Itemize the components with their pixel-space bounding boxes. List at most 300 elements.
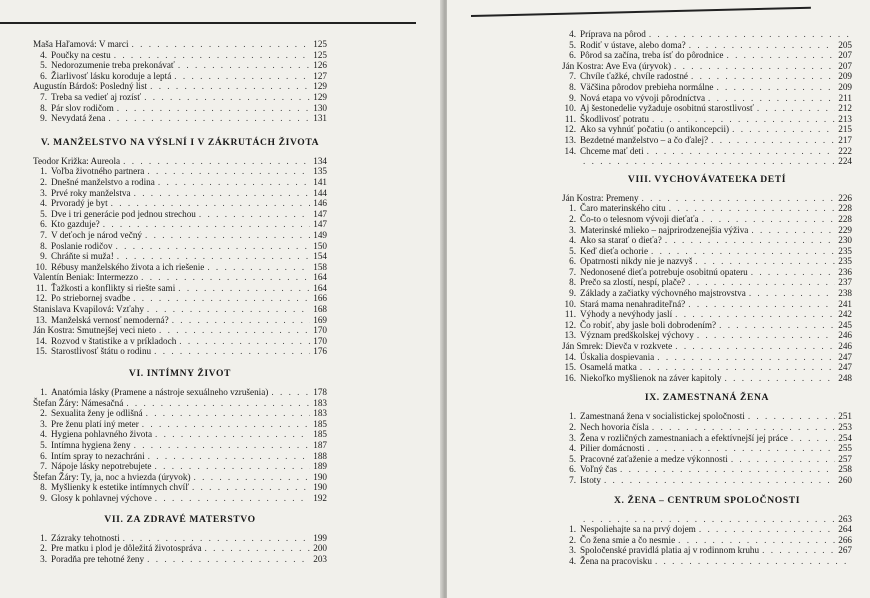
- entry-title: Úskalia dospievania: [580, 351, 655, 362]
- entry-title: Voľba životného partnera: [51, 166, 145, 177]
- leader-dots: [132, 39, 311, 50]
- toc-entry: [33, 283, 327, 294]
- toc-entry: [33, 461, 327, 472]
- leader-dots: [178, 283, 310, 294]
- entry-title: Pre ženu platí iný meter: [51, 418, 139, 429]
- leader-dots: [207, 262, 310, 273]
- entry-number: 7.: [40, 229, 47, 240]
- page-number: 247: [838, 351, 852, 362]
- entry-number: 2.: [40, 543, 47, 554]
- leader-dots: [583, 514, 835, 525]
- leader-dots: [695, 256, 835, 267]
- entry-title: Základy a začiatky výchovného majstrovstva: [580, 288, 746, 299]
- toc-author-entry: [33, 325, 327, 336]
- toc-entry: [562, 135, 852, 146]
- entry-title: Poslanie rodičov: [51, 240, 113, 251]
- entry-number: 8.: [40, 482, 47, 493]
- entry-number: 2.: [569, 422, 576, 432]
- toc-entry: [33, 493, 327, 504]
- entry-title: Prvé roky manželstva: [51, 187, 131, 198]
- toc-author-entry: [33, 472, 327, 483]
- entry-title: Kto gazduje?: [51, 219, 100, 230]
- leader-dots: [649, 29, 849, 40]
- entry-number: 6.: [40, 219, 47, 230]
- leader-dots: [147, 166, 310, 177]
- entry-title: Škodlivosť potratu: [580, 113, 650, 124]
- page-number: 190: [313, 471, 327, 482]
- entry-title: Keď dieťa ochorie: [580, 245, 649, 256]
- section-title: VIII. VYCHOVÁVATEĽKA DETÍ: [627, 173, 787, 185]
- entry-number: 15.: [35, 346, 47, 357]
- entry-title: Prvoradý je byt: [51, 198, 108, 209]
- toc-entry: [562, 556, 852, 567]
- entry-title: Štefan Žáry: Námesačná: [33, 397, 124, 408]
- leader-dots: [620, 464, 835, 475]
- entry-number: 8.: [569, 277, 576, 288]
- toc-entry: [33, 262, 327, 273]
- page-number: 188: [313, 450, 327, 461]
- entry-number: 4.: [569, 555, 576, 566]
- toc-entry: [33, 166, 327, 177]
- leader-dots: [103, 219, 310, 230]
- page-number: 185: [313, 429, 327, 440]
- entry-number: 8.: [569, 81, 576, 92]
- leader-dots: [172, 315, 311, 326]
- page-number: 264: [838, 524, 852, 535]
- toc-entry: [33, 315, 327, 326]
- leader-dots: [642, 193, 836, 204]
- leader-dots: [134, 188, 311, 199]
- leader-dots: [731, 454, 835, 465]
- toc-entry: [562, 214, 852, 225]
- toc-entry: [562, 93, 852, 104]
- leader-dots: [689, 40, 835, 51]
- entry-number: 6.: [40, 70, 47, 81]
- entry-number: 3.: [40, 187, 47, 198]
- leader-dots: [114, 50, 311, 61]
- entry-title: Čo robiť, aby jasle boli dobrodením?: [580, 319, 717, 330]
- right-toc-column: [562, 29, 852, 567]
- entry-title: Poučky na cestu: [51, 49, 111, 60]
- leader-dots: [134, 440, 311, 451]
- section-title: VI. INTÍMNY ŽIVOT: [128, 368, 232, 380]
- entry-number: 5.: [40, 440, 47, 450]
- entry-title: Starostlivosť štátu o rodinu: [51, 346, 152, 357]
- page-number: 245: [838, 319, 852, 330]
- leader-dots: [126, 398, 310, 409]
- section-6-list: [33, 387, 327, 504]
- toc-entry: [33, 241, 327, 252]
- toc-entry: [33, 198, 327, 209]
- entry-title: Rébusy manželského života a ich riešenie: [51, 261, 205, 272]
- toc-entry: [562, 82, 852, 93]
- page-number: 170: [313, 325, 327, 336]
- leader-dots: [749, 288, 835, 299]
- toc-entry: [562, 524, 852, 535]
- right-block-continued: [562, 29, 852, 167]
- entry-number: 10.: [564, 103, 576, 114]
- entry-number: 2.: [40, 408, 47, 419]
- section-title: IX. ZAMESTNANÁ ŽENA: [644, 392, 770, 404]
- entry-title: Bezdetné manželstvo – a čo ďalej?: [580, 134, 709, 145]
- page-number: 131: [313, 113, 327, 124]
- left-toc-column: [33, 39, 327, 564]
- page-number: 238: [838, 288, 852, 299]
- leader-dots: [699, 524, 835, 535]
- left-block-continued: [33, 39, 327, 124]
- entry-title: Sexualita ženy je odlišná: [51, 408, 143, 419]
- entry-number: 15.: [564, 362, 576, 373]
- page-number: 144: [313, 187, 327, 198]
- page-number: 130: [313, 102, 327, 113]
- entry-number: 10.: [564, 298, 576, 309]
- toc-entry: [33, 543, 327, 554]
- entry-number: 3.: [569, 224, 576, 235]
- page-number: 178: [313, 387, 327, 398]
- toc-entry: [562, 267, 852, 278]
- leader-dots: [147, 304, 310, 315]
- entry-title: Valentín Beniak: Intermezzo: [33, 272, 139, 283]
- entry-number: 2.: [40, 176, 47, 187]
- entry-number: 14.: [35, 335, 47, 346]
- leader-dots: [111, 198, 311, 209]
- leader-dots: [192, 482, 310, 493]
- page-number: 207: [838, 60, 852, 71]
- toc-entry: [562, 464, 852, 475]
- page-number: 168: [313, 304, 327, 315]
- toc-author-entry: [562, 193, 852, 204]
- page-number: 235: [838, 245, 852, 256]
- page-number: 235: [838, 256, 852, 267]
- page-number: 135: [313, 166, 327, 177]
- entry-title: Materinské mlieko – najprirodzenejšia výživa: [580, 224, 749, 235]
- entry-number: 1.: [40, 166, 47, 177]
- leader-dots: [751, 225, 835, 236]
- toc-entry: [562, 277, 852, 288]
- entry-title: Nech hovoria čísla: [580, 422, 649, 432]
- leader-dots: [719, 320, 835, 331]
- toc-entry: [33, 293, 327, 304]
- entry-title: Žena na pracovisku: [580, 555, 652, 566]
- entry-title: Teodor Križka: Aureola: [33, 155, 121, 166]
- entry-number: 4.: [40, 198, 47, 209]
- leader-dots: [194, 472, 311, 483]
- toc-entry: [562, 330, 852, 341]
- entry-title: Maša Haľamová: V marci: [33, 39, 129, 49]
- page-number: 126: [313, 60, 327, 71]
- entry-number: 6.: [569, 464, 576, 475]
- entry-number: 7.: [569, 266, 576, 277]
- page-number: 190: [313, 482, 327, 493]
- leader-dots: [702, 214, 836, 225]
- toc-entry: [562, 454, 852, 465]
- section-5-list: [33, 156, 327, 357]
- leader-dots: [791, 433, 835, 444]
- toc-entry: [33, 408, 327, 419]
- entry-title: Glosy k pohlavnej výchove: [51, 492, 152, 503]
- page-number: 242: [838, 309, 852, 320]
- leader-dots: [708, 93, 836, 104]
- leader-dots: [159, 325, 310, 336]
- toc-entry: [562, 40, 852, 51]
- page-number: 247: [838, 362, 852, 373]
- entry-number: 9.: [40, 251, 47, 262]
- page-number: 200: [313, 543, 327, 554]
- entry-number: 11.: [35, 282, 47, 293]
- entry-number: 8.: [40, 102, 47, 113]
- entry-title: Osamelá matka: [580, 362, 637, 373]
- page-number: 192: [313, 492, 327, 503]
- entry-title: Výhody a nevýhody jaslí: [580, 309, 673, 320]
- page-number: 213: [838, 113, 852, 124]
- page-number: 189: [313, 461, 327, 472]
- leader-dots: [655, 556, 849, 567]
- entry-number: 1.: [569, 524, 576, 535]
- leader-dots: [647, 146, 836, 157]
- page-number: 241: [838, 298, 852, 309]
- toc-entry: [562, 288, 852, 299]
- entry-title: Anatómia lásky (Pramene a nástroje sexuálneho vzrušenia): [51, 387, 269, 398]
- entry-title: Nápoje lásky nepotrebujete: [51, 461, 152, 472]
- toc-entry: [562, 256, 852, 267]
- toc-entry: [33, 419, 327, 430]
- page-number: 147: [313, 208, 327, 219]
- entry-number: 16.: [564, 372, 576, 383]
- page-number: 127: [313, 70, 327, 81]
- toc-entry: [562, 352, 852, 363]
- section-9-list: [562, 411, 852, 485]
- section-8-list: [562, 193, 852, 384]
- toc-author-entry: [33, 398, 327, 409]
- page-number: 266: [838, 534, 852, 545]
- page-number: 164: [313, 272, 327, 283]
- entry-number: 9.: [569, 288, 576, 299]
- leader-dots: [691, 71, 835, 82]
- entry-title: Intím spray to nezachráni: [51, 450, 145, 461]
- leader-dots: [688, 277, 835, 288]
- leader-dots: [150, 81, 310, 92]
- leader-dots: [178, 60, 310, 71]
- entry-title: Príprava na pôrod: [580, 29, 646, 39]
- toc-entry: [562, 411, 852, 422]
- toc-entry: [562, 156, 852, 167]
- leader-dots: [117, 251, 310, 262]
- leader-dots: [669, 203, 835, 214]
- toc-entry: [562, 114, 852, 125]
- toc-entry: [33, 188, 327, 199]
- toc-entry: [33, 219, 327, 230]
- entry-title: Po striebornej svadbe: [51, 293, 131, 304]
- entry-title: Nevydatá žena: [51, 113, 106, 124]
- entry-title: Dve i tri generácie pod jednou strechou: [51, 208, 196, 219]
- leader-dots: [725, 373, 836, 384]
- entry-number: 5.: [569, 245, 576, 256]
- leader-dots: [657, 352, 835, 363]
- page-number: 215: [838, 124, 852, 135]
- leader-dots: [155, 429, 310, 440]
- entry-number: 2.: [569, 213, 576, 224]
- page-number: 158: [313, 261, 327, 272]
- entry-title: Myšlienky k estetike intímnych chvíľ: [51, 482, 189, 493]
- entry-title: Čo-to o telesnom vývoji dieťaťa: [580, 213, 699, 224]
- leader-dots: [179, 336, 310, 347]
- leader-dots: [116, 241, 311, 252]
- page-number: 263: [838, 513, 852, 524]
- toc-entry: [562, 29, 852, 40]
- entry-title: Pilier domácnosti: [580, 443, 645, 454]
- toc-entry: [33, 336, 327, 347]
- leader-dots: [757, 103, 835, 114]
- entry-title: Voľný čas: [580, 464, 617, 475]
- leader-dots: [748, 411, 835, 422]
- entry-title: Stanislava Kvapilová: Vzťahy: [33, 304, 144, 315]
- entry-number: 3.: [40, 553, 47, 564]
- entry-title: Čo žena smie a čo nesmie: [580, 534, 676, 545]
- page-number: 183: [313, 397, 327, 408]
- entry-title: Manželská vernosť nemoderná?: [51, 314, 169, 325]
- page-number: 258: [838, 464, 852, 475]
- entry-number: 5.: [40, 208, 47, 219]
- toc-author-entry: [33, 39, 327, 50]
- entry-number: 1.: [569, 203, 576, 214]
- entry-title: Rodiť v ústave, alebo doma?: [580, 39, 686, 50]
- entry-number: 4.: [569, 235, 576, 246]
- leader-dots: [726, 50, 835, 61]
- entry-title: Chceme mať deti: [580, 145, 644, 156]
- entry-title: Význam predškolskej výchovy: [580, 330, 694, 341]
- page-number: 176: [313, 346, 327, 357]
- toc-entry: [562, 309, 852, 320]
- entry-title: Niekoľko myšlienok na záver kapitoly: [580, 372, 722, 383]
- entry-number: 7.: [569, 71, 576, 82]
- entry-number: 7.: [569, 474, 576, 485]
- toc-entry: [33, 482, 327, 493]
- top-rule: [0, 22, 416, 24]
- toc-author-entry: [33, 272, 327, 283]
- entry-title: Dnešné manželstvo a rodina: [51, 176, 155, 187]
- page-number: 169: [313, 314, 327, 325]
- entry-number: 9.: [40, 113, 47, 124]
- entry-title: Prečo sa zlostí, nespí, plače?: [580, 277, 686, 288]
- page-number: 246: [838, 341, 852, 352]
- page-number: 228: [838, 213, 852, 224]
- entry-title: Chráňte si muža!: [51, 251, 114, 262]
- entry-number: 7.: [40, 91, 47, 102]
- leader-dots: [732, 124, 835, 135]
- entry-title: Nedorozumenie treba prekonávať: [51, 60, 175, 71]
- page-number: 212: [838, 103, 852, 114]
- page-number: 251: [838, 411, 852, 422]
- entry-title: Chvíle ťažké, chvíle radostné: [580, 71, 689, 82]
- toc-entry: [562, 146, 852, 157]
- entry-title: Istoty: [580, 474, 601, 485]
- leader-dots: [141, 272, 310, 283]
- entry-number: 3.: [40, 418, 47, 429]
- toc-entry: [562, 535, 852, 546]
- page-number: 248: [838, 372, 852, 383]
- entry-number: 2.: [569, 534, 576, 545]
- page-number: 257: [838, 453, 852, 464]
- page-number: 183: [313, 408, 327, 419]
- entry-number: 6.: [40, 450, 47, 461]
- entry-number: 6.: [569, 50, 576, 61]
- toc-entry: [562, 443, 852, 454]
- toc-author-entry: [33, 81, 327, 92]
- entry-title: Stará mama nenahraditeľná?: [580, 298, 686, 309]
- leader-dots: [716, 82, 835, 93]
- page-number: 207: [838, 50, 852, 61]
- entry-title: V deťoch je národ večný: [51, 229, 143, 240]
- entry-title: Poradňa pre tehotné ženy: [51, 553, 145, 564]
- section-10-list: [562, 514, 852, 567]
- entry-number: 13.: [35, 314, 47, 325]
- page-number: 170: [313, 335, 327, 346]
- entry-number: 3.: [569, 432, 576, 443]
- entry-title: Aj šestonedelie vyžaduje osobitnú starostlivosť: [580, 103, 754, 114]
- leader-dots: [123, 533, 311, 544]
- page-number: 267: [838, 545, 852, 556]
- entry-title: Pracovné zaťaženie a medze výkonnosti: [580, 453, 728, 464]
- page-number: 224: [838, 156, 852, 167]
- toc-entry: [33, 230, 327, 241]
- entry-number: 12.: [564, 319, 576, 330]
- toc-entry: [562, 514, 852, 525]
- page-number: 125: [313, 39, 327, 49]
- entry-title: Ťažkosti a konflikty si riešte sami: [51, 282, 176, 293]
- entry-number: 4.: [569, 29, 576, 39]
- entry-number: 1.: [40, 532, 47, 543]
- toc-entry: [33, 92, 327, 103]
- page-number: 230: [838, 235, 852, 246]
- toc-entry: [33, 451, 327, 462]
- page-number: 154: [313, 251, 327, 262]
- entry-title: Ján Smrek: Dievča v rozkvete: [562, 341, 673, 352]
- entry-title: Opatrnosti nikdy nie je nazvyš: [580, 256, 693, 267]
- page-number: 205: [838, 39, 852, 50]
- leader-dots: [144, 92, 310, 103]
- leader-dots: [674, 61, 835, 72]
- entry-title: Pôrod sa začína, treba ísť do pôrodnice: [580, 50, 724, 61]
- entry-title: Zamestnaná žena v socialistickej spoločnosti: [580, 411, 745, 422]
- leader-dots: [652, 114, 835, 125]
- toc-entry: [33, 113, 327, 124]
- toc-entry: [562, 246, 852, 257]
- page-number: 260: [838, 474, 852, 485]
- toc-entry: [33, 346, 327, 357]
- leader-dots: [205, 543, 311, 554]
- right-page: [447, 0, 870, 598]
- leader-dots: [648, 443, 836, 454]
- page-number: 125: [313, 49, 327, 60]
- entry-title: Štefan Žáry: Ty, ja, noc a hviezda (úryvok): [33, 471, 191, 482]
- toc-entry: [562, 475, 852, 486]
- leader-dots: [652, 422, 835, 433]
- leader-dots: [640, 362, 835, 373]
- toc-entry: [33, 429, 327, 440]
- entry-number: 10.: [35, 261, 47, 272]
- leader-dots: [154, 346, 310, 357]
- entry-title: Čaro materinského citu: [580, 203, 666, 214]
- page-number: 217: [838, 134, 852, 145]
- entry-number: 12.: [564, 124, 576, 135]
- toc-entry: [562, 203, 852, 214]
- page-number: 254: [838, 432, 852, 443]
- page-number: 226: [838, 192, 852, 203]
- entry-number: 13.: [564, 134, 576, 145]
- leader-dots: [108, 113, 310, 124]
- entry-title: Ján Kostra: Smutnejšej veci nieto: [33, 325, 156, 336]
- toc-author-entry: [562, 61, 852, 72]
